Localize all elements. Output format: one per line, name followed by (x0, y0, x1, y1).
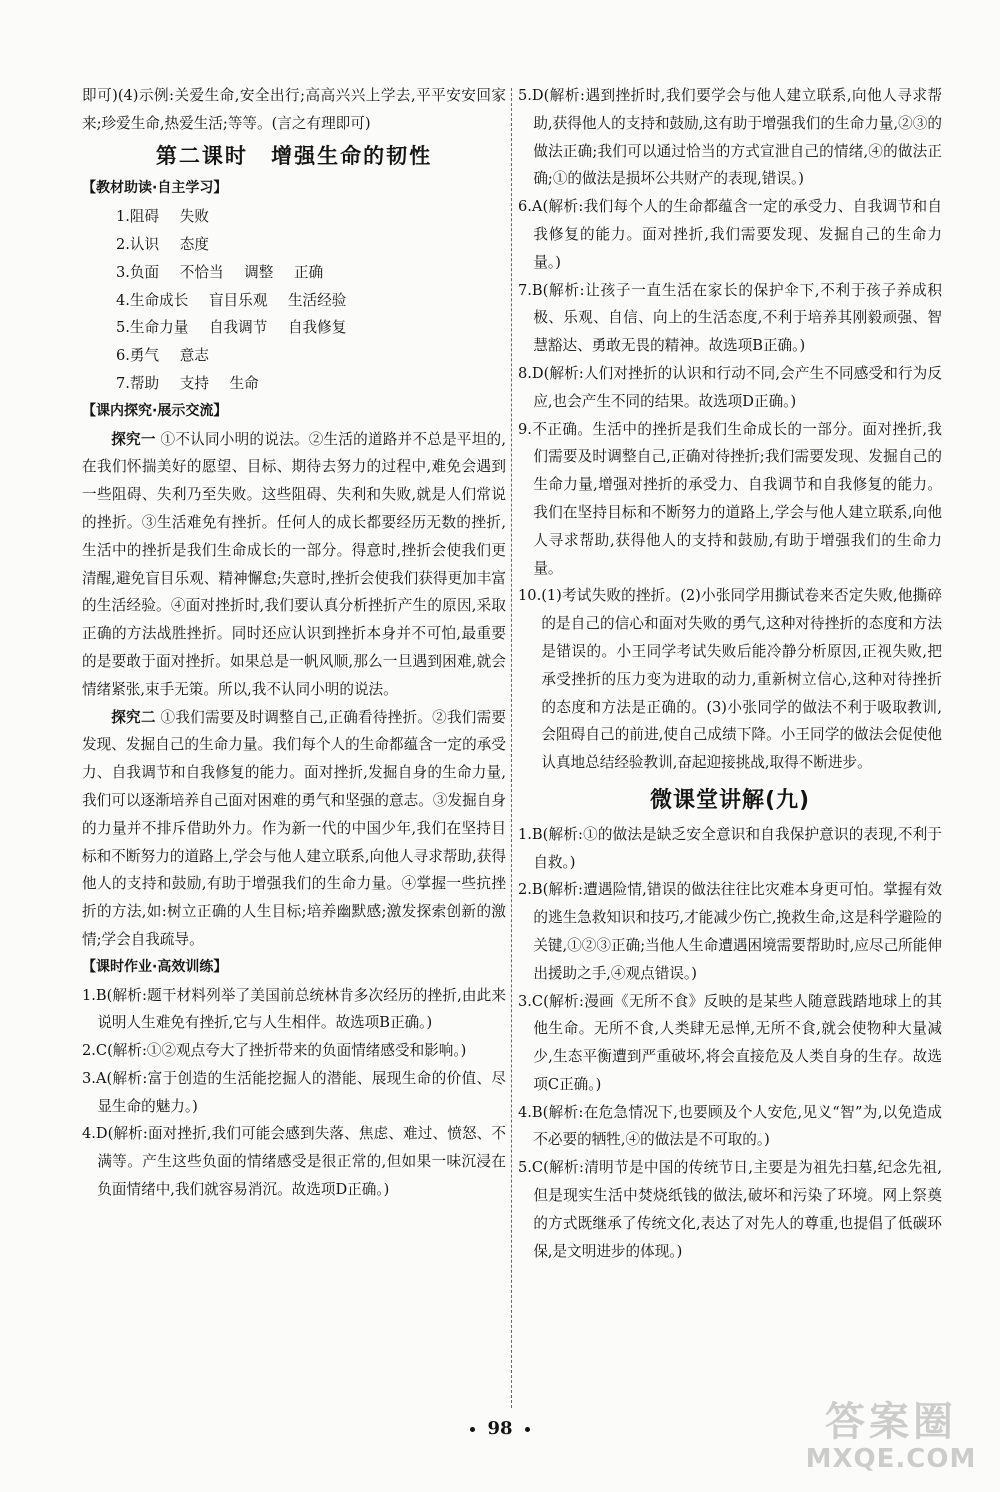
homework-item: 7.B(解析:让孩子一直生活在家长的保护伞下,不利于孩子养成积极、乐观、自信、向上的生活态度,不利于培养其刚毅顽强、智慧豁达、勇敢无畏的精神。故选项B正确。) (518, 281, 942, 355)
explore-two-label: 探究二 (111, 708, 156, 726)
homework-item: 5.D(解析:遇到挫折时,我们要学会与他人建立联系,向他人寻求帮助,获得他人的支持和鼓励,这有助于增强我们的生命力量,②③的做法正确;我们可以通过恰当的方式宣泄自己的情绪,④的做法正确;①的做法是损坏公共财产的表现,错误。) (518, 87, 942, 188)
homework-item: 3.A(解析:富于创造的生活能挖掘人的潜能、展现生命的价值、尽显生命的魅力。) (82, 1069, 506, 1115)
homework-item: 8.D(解析:人们对挫折的认识和行动不同,会产生不同感受和行为反应,也会产生不同的结果。故选项D正确。) (518, 364, 942, 410)
answer-line: 3.负面 不恰当 调整 正确 (116, 263, 324, 281)
homework-item-10: 10.(1)考试失败的挫折。(2)小张同学用撕试卷来否定失败,他撕碎的是自己的信心和面对失败的勇气,这种对待挫折的态度和方法是错误的。小王同学考试失败后能冷静分析原因,正视失败,把承受挫折的压力变为进取的动力,重新树立信心,这种对待挫折的态度和方法是正确的。(3)小张同学的做法不利于吸取教训,会阻碍自己的前进,使自己成绩下降。小王同学的做法会促使他认真地总结经验教训,奋起迎接挑战,取得不断进步。 (518, 587, 942, 772)
answer-line: 1.阻碍 失败 (116, 208, 209, 226)
intro-paragraph: 即可)(4)示例:关爱生命,安全出行;高高兴兴上学去,平平安安回家来;珍爱生命,热爱生活;等等。(言之有理即可) (82, 87, 506, 132)
homework-item: 4.D(解析:面对挫折,我们可能会感到失落、焦虑、难过、愤怒、不满等。产生这些负面的情绪感受是很正常的,但如果一味沉浸在负面情绪中,我们就容易消沉。故选项D正确。) (82, 1125, 506, 1199)
section-heading-homework: 【课时作业·高效训练】 (82, 958, 228, 975)
homework-item: 9.不正确。生活中的挫折是我们生命成长的一部分。面对挫折,我们需要及时调整自己,正确对待挫折;我们需要发现、发掘自己的生命力量,增强对挫折的承受力、自我调节和自我修复的能力。我们在坚持目标和不断努力的道路上,学会与他人建立联系,向他人寻求帮助,获得他人的支持和鼓励,有助于增强我们的生命力量。 (518, 420, 942, 577)
bullet-dot-icon (470, 1427, 475, 1432)
section-heading-self-study: 【教材助读·自主学习】 (82, 180, 228, 197)
micro-lesson-item: 5.C(解析:清明节是中国的传统节日,主要是为祖先扫墓,纪念先祖,但是现实生活中焚烧纸钱的做法,破坏和污染了环境。网上祭奠的方式既继承了传统文化,表达了对先人的尊重,也提倡了低碳环保,是文明进步的体现。) (518, 1159, 942, 1260)
micro-lesson-item: 3.C(解析:漫画《无所不食》反映的是某些人随意践踏地球上的其他生命。无所不食,人类肆无忌惮,无所不食,就会使物种大量减少,生态平衡遭到严重破坏,将会直接危及人类自身的生存。故选项C正确。) (518, 992, 942, 1093)
homework-item: 2.C(解析:①②观点夸大了挫折带来的负面情绪感受和影响。) (82, 1042, 467, 1060)
explore-two-paragraph (82, 704, 506, 954)
answer-line: 6.勇气 意志 (116, 347, 209, 365)
answer-line: 7.帮助 支持 生命 (116, 374, 259, 392)
watermark-url-text: MXQE.COM (805, 1444, 977, 1474)
homework-item: 1.B(解析:题干材料列举了美国前总统林肯多次经历的挫折,由此来说明人生难免有挫折,它与人生相伴。故选项B正确。) (82, 986, 506, 1032)
micro-lesson-item: 1.B(解析:①的做法是缺乏安全意识和自我保护意识的表现,不利于自救。) (518, 825, 942, 871)
watermark-chinese-text: 答案圈 (825, 1399, 957, 1445)
right-column (518, 82, 942, 1265)
micro-lesson-title: 微课堂讲解(九) (649, 787, 811, 813)
column-divider (511, 88, 512, 1408)
homework-item: 6.A(解析:我们每个人的生命都蕴含一定的承受力、自我调节和自我修复的能力。面对挫折,我们需要发现、发掘自己的生命力量。) (518, 198, 942, 271)
section-heading-explore: 【课内探究·展示交流】 (82, 402, 228, 419)
answer-line: 2.认识 态度 (116, 235, 209, 253)
explore-one-text: ①不认同小明的说法。②生活的道路并不总是平坦的,在我们怀揣美好的愿望、目标、期待去努力的过程中,难免会遇到一些阻碍、失利乃至失败。这些阻碍、失利和失败,就是人们常说的挫折。③生活难免有挫折。任何人的成长都要经历无数的挫折,生活中的挫折是我们生命成长的一部分。得意时,挫折会使我们更清醒,避免盲目乐观、精神懈怠;失意时,挫折会使我们获得更加丰富的生活经验。④面对挫折时,我们要认真分析挫折产生的原因,采取正确的方法战胜挫折。同时还应认识到挫折本身并不可怕,最重要的是要敢于面对挫折。如果总是一帆风顺,那么一旦遇到困难,就会情绪紧张,束手无策。所以,我不认同小明的说法。 (82, 430, 506, 698)
left-column (82, 82, 506, 1204)
answer-line: 4.生命成长 盲目乐观 生活经验 (116, 291, 347, 309)
micro-lesson-item: 2.B(解析:遭遇险情,错误的做法往往比灾难本身更可怕。掌握有效的逃生急救知识和技巧,才能减少伤亡,挽救生命,这是科学避险的关键,①②③正确;当他人生命遭遇困境需要帮助时,应尽己所能伸出援助之手,④观点错误。) (518, 881, 942, 982)
explore-two-text: ①我们需要及时调整自己,正确看待挫折。②我们需要发现、发掘自己的生命力量。我们每个人的生命都蕴含一定的承受力、自我调节和自我修复的能力。面对挫折,发掘自身的生命力量,我们可以逐渐培养自己面对困难的勇气和坚强的意志。③发掘自身的力量并不排斥借助外力。作为新一代的中国少年,我们在坚持目标和不断努力的道路上,学会与他人建立联系,向他人寻求帮助,获得他人的支持和鼓励,有助于增强我们的生命力量。④掌握一些抗挫折的方法,如:树立正确的人生目标;培养幽默感;激发探索创新的激情;学会自我疏导。 (82, 708, 506, 948)
page-number-text: 98 (487, 1418, 513, 1439)
explore-one-label: 探究一 (111, 430, 156, 448)
bullet-dot-icon (525, 1427, 530, 1432)
micro-lesson-item: 4.B(解析:在危急情况下,也要顾及个人安危,见义“智”为,以免造成不必要的牺牲,④的做法是不可取的。) (518, 1103, 942, 1149)
answer-line: 5.生命力量 自我调节 自我修复 (116, 319, 347, 337)
site-watermark (796, 1400, 986, 1482)
explore-one-paragraph (82, 426, 506, 704)
lesson-title: 第二课时 增强生命的韧性 (155, 142, 433, 168)
